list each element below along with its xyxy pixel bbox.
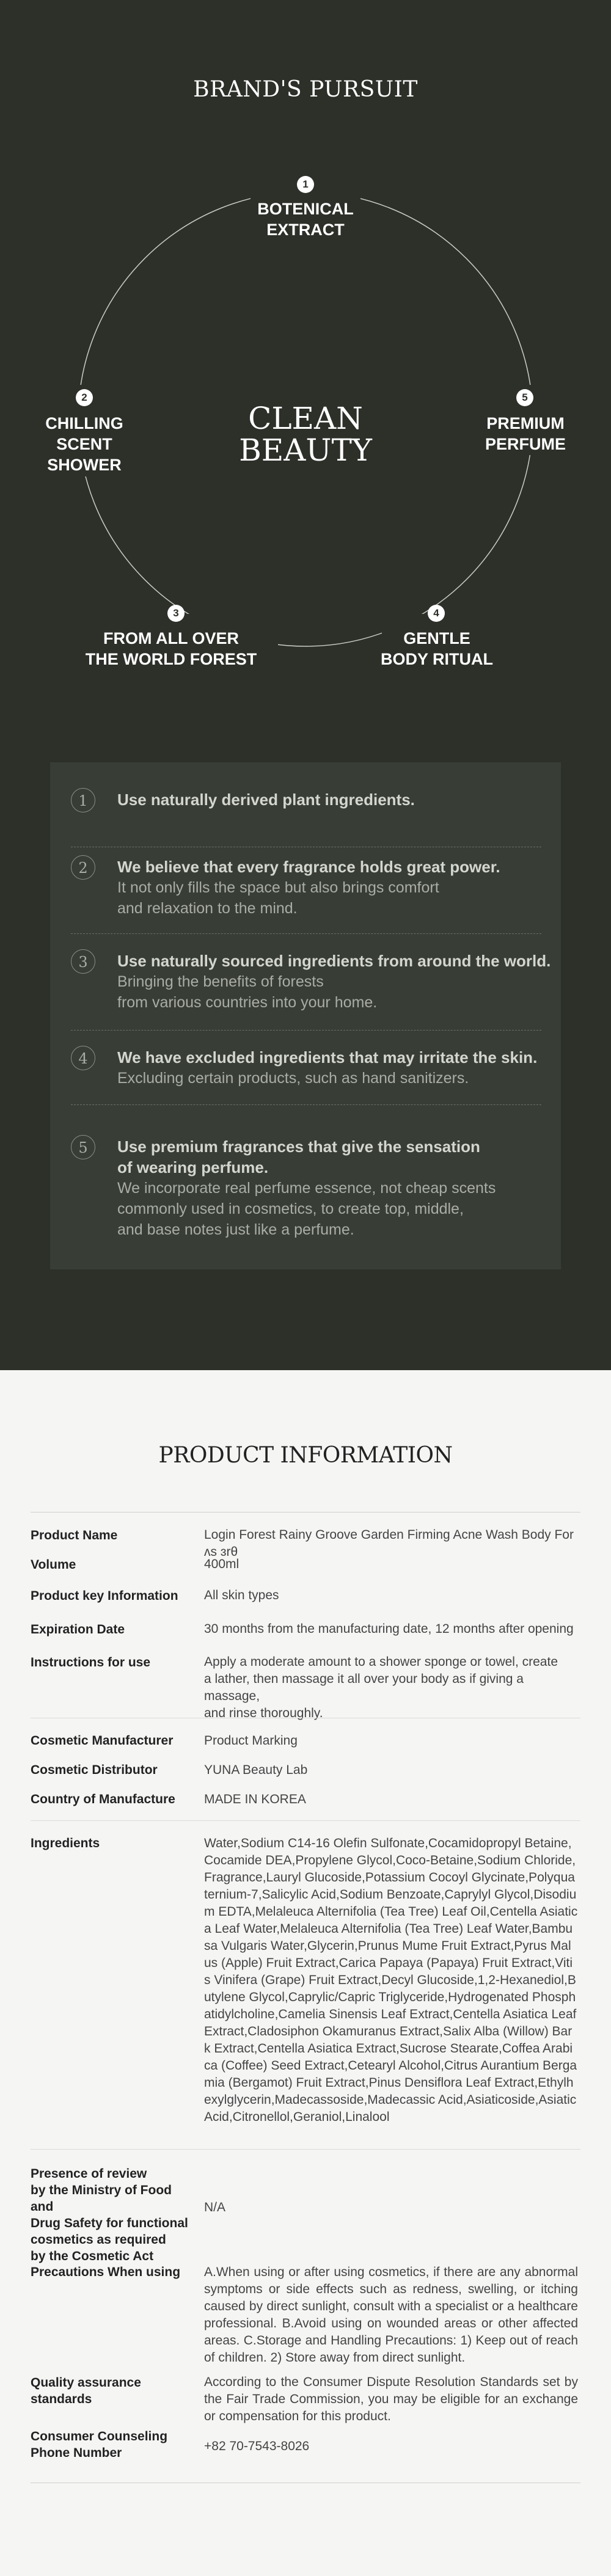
row-label-quality-assurance: Quality assurance standards — [31, 2376, 141, 2406]
brand-pursuit-title: BRAND'S PURSUIT — [193, 77, 418, 102]
row-value-volume: 400ml — [204, 1557, 240, 1571]
row-label-ingredients: Ingredients — [31, 1836, 100, 1850]
node-2-label: CHILLING SCENT SHOWER — [45, 414, 123, 474]
item-title: Use naturally derived plant ingredients. — [117, 790, 415, 809]
row-label-precautions: Precautions When using — [31, 2265, 181, 2279]
row-label-manufacturer: Cosmetic Manufacturer — [31, 1734, 174, 1748]
item-description: It not only fills the space but also brings comfort and relaxation to the mind. — [117, 879, 439, 917]
pursuit-circle — [0, 0, 611, 733]
node-5-number: 5 — [516, 389, 533, 406]
row-label-mfds-review: Presence of review by the Ministry of Food and Drug Safety for functional cosmetics as required by the Cosmetic Act — [31, 2167, 188, 2263]
item-number-badge: 4 — [71, 1046, 95, 1070]
node-3-number: 3 — [167, 605, 185, 622]
divider — [31, 2149, 580, 2150]
item-number-badge: 5 — [71, 1135, 95, 1159]
row-value-key-information: All skin types — [204, 1588, 279, 1602]
node-1-number: 1 — [297, 176, 314, 193]
divider — [31, 1820, 580, 1821]
row-label-country: Country of Manufacture — [31, 1792, 175, 1806]
item-description: We incorporate real perfume essence, not cheap scents commonly used in cosmetics, to create top, middle, and base notes just like a perfume. — [117, 1180, 496, 1238]
row-value-mfds-review: N/A — [204, 2200, 226, 2214]
divider — [71, 933, 541, 934]
row-label-counseling-phone: Consumer Counseling Phone Number — [31, 2429, 168, 2460]
row-value-country: MADE IN KOREA — [204, 1792, 306, 1806]
row-label-distributor: Cosmetic Distributor — [31, 1763, 158, 1777]
item-number-badge: 1 — [71, 788, 95, 812]
center-text-line-1: CLEAN — [248, 401, 363, 436]
item-number-badge: 2 — [71, 855, 95, 880]
item-title: Use naturally sourced ingredients from around the world. — [117, 952, 551, 970]
row-value-manufacturer: Product Marking — [204, 1734, 298, 1748]
item-title: We have excluded ingredients that may irritate the skin. — [117, 1048, 538, 1067]
node-5-label: PREMIUM PERFUME — [485, 414, 566, 453]
row-label-instructions: Instructions for use — [31, 1655, 151, 1669]
row-value-expiration-date: 30 months from the manufacturing date, 12 months after opening — [204, 1622, 574, 1636]
item-description: Bringing the benefits of forests from various countries into your home. — [117, 973, 378, 1011]
node-4-number: 4 — [428, 605, 445, 622]
item-description: Excluding certain products, such as hand sanitizers. — [117, 1070, 469, 1087]
node-4-label: GENTLE BODY RITUAL — [380, 629, 493, 668]
row-label-expiration-date: Expiration Date — [31, 1622, 125, 1636]
divider — [71, 1104, 541, 1105]
row-value-counseling-phone: +82 70-7543-8026 — [204, 2439, 310, 2453]
center-text-line-2: BEAUTY — [239, 432, 372, 468]
divider — [71, 1030, 541, 1031]
row-label-key-information: Product key Information — [31, 1589, 178, 1603]
product-info-title: PRODUCT INFORMATION — [158, 1443, 453, 1468]
row-label-product-name: Product Name — [31, 1528, 118, 1542]
row-value-precautions: A.When using or after using cosmetics, if there are any abnormal symptoms or side effects such as redness, swelling, or itching caused by direct sunlight, consult with a specialist or a healthcare professional. B.Avoid using on wounded areas or other affected areas. C.Storage and Handling Precautions: 1) Keep out of reach of children. 2) Store away from direct sunlight. — [204, 2265, 578, 2365]
row-value-quality-assurance: According to the Consumer Dispute Resolution Standards set by the Fair Trade Commission, you may be eligible for an exchange or compensation for this product. — [204, 2375, 578, 2423]
item-title: Use premium fragrances that give the sensation of wearing perfume. — [117, 1137, 480, 1177]
row-value-ingredients: Water,Sodium C14-16 Olefin Sulfonate,Cocamidopropyl Betaine,Cocamide DEA,Propylene Glycol,Coco-Betaine,Sodium Chloride,Fragrance,Lauryl Glucoside,Potassium Cocoyl Glycinate,Polyquaternium-7,Salicylic Acid,Sodium Benzoate,Caprylyl Glycol,Disodium EDTA,Melaleuca Alternifolia (Tea Tree) Leaf Oil,Centella Asiatica Leaf Water,Melaleuca Alternifolia (Tea Tree) Leaf Water,Bambusa Vulgaris Water,Glycerin,Prunus Mume Fruit Extract,Pyrus Malus (Apple) Fruit Extract,Carica Papaya (Papaya) Fruit Extract,Vitis Vinifera (Grape) Fruit Extract,Decyl Glucoside,1,2-Hexanediol,Butylene Glycol,Caprylic/Capric Triglyceride,Hydrogenated Phosphatidylcholine,Camelia Sinensis Leaf Extract,Centella Asiatica Leaf Extract,Cladosiphon Okamuranus Extract,Salix Alba (Willow) Bark Extract,Centella Asiatica Extract,Sucrose Stearate,Coffea Arabica (Coffee) Seed Extract,Cetearyl Alcohol,Citrus Aurantium Bergamia (Bergamot) Fruit Extract,Pinus Densiflora Leaf Extract,Ethylhexylglycerin,Madecassoside,Madecassic Acid,Asiaticoside,Asiatic Acid,Citronellol,Geraniol,Linalool — [204, 1836, 578, 2124]
row-value-instructions: Apply a moderate amount to a shower sponge or towel, create a lather, then massage it all over your body as if giving a massage, and rinse thoroughly. — [204, 1655, 558, 1720]
node-3-label: FROM ALL OVER THE WORLD FOREST — [85, 629, 257, 668]
row-value-distributor: YUNA Beauty Lab — [204, 1763, 308, 1777]
row-label-volume: Volume — [31, 1558, 76, 1572]
row-value-product-name: Login Forest Rainy Groove Garden Firming Acne Wash Body For ʌs ɜrθ — [204, 1528, 574, 1559]
node-2-number: 2 — [76, 389, 93, 406]
item-number-badge: 3 — [71, 949, 95, 974]
node-1-label: BOTENICAL EXTRACT — [257, 200, 354, 239]
pursuit-points-panel — [50, 762, 561, 1269]
item-title: We believe that every fragrance holds great power. — [117, 858, 500, 876]
